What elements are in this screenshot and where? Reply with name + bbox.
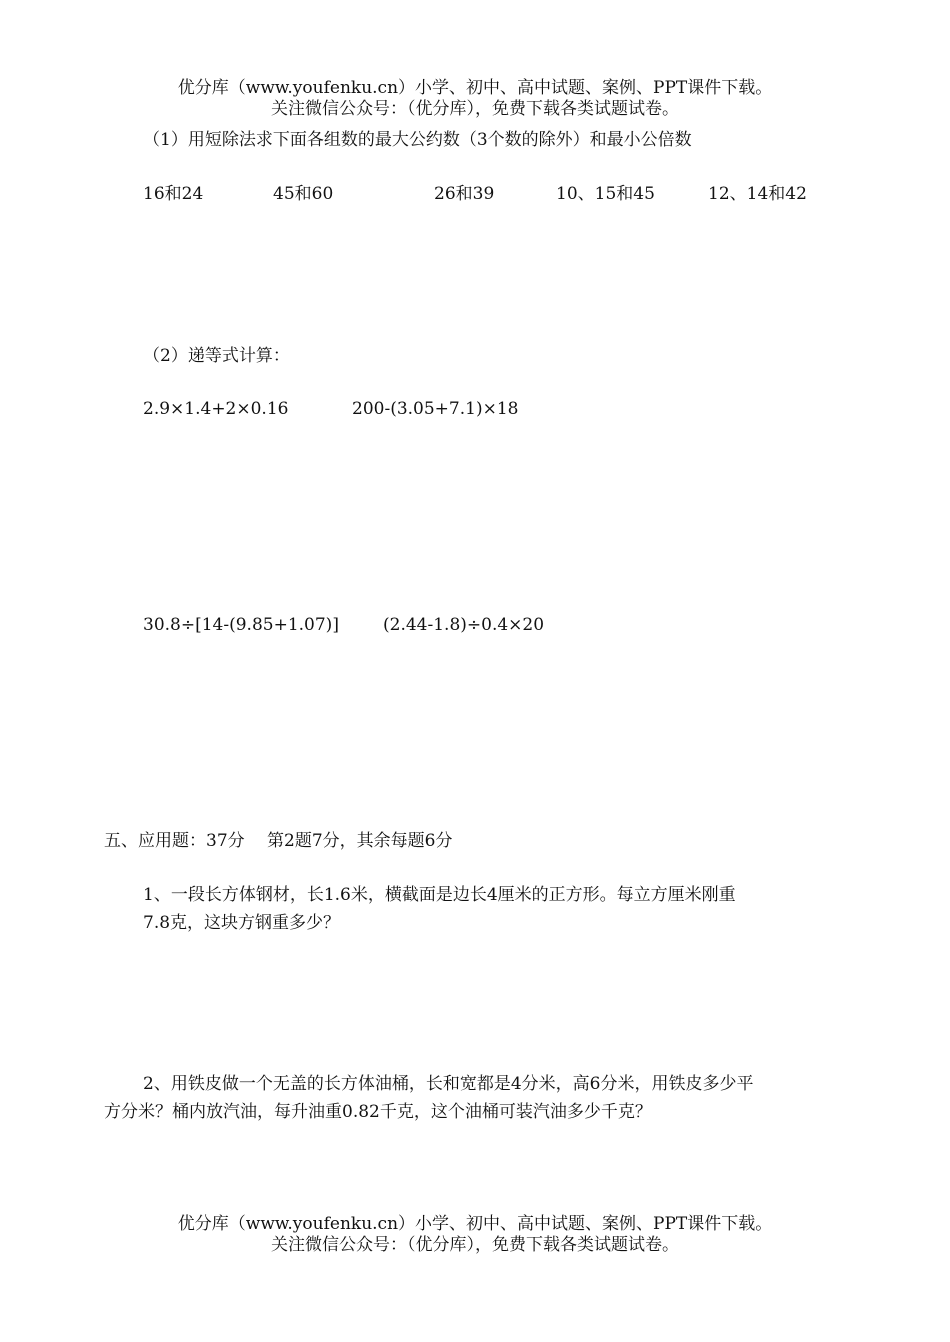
number-group-3: 26和39 xyxy=(434,184,495,204)
expression-2: 200-(3.05+7.1)×18 xyxy=(352,399,519,419)
question-2-line-1: 2、用铁皮做一个无盖的长方体油桶，长和宽都是4分米，高6分米，用铁皮多少平 xyxy=(143,1074,754,1094)
footer-line-1: 优分库（www.youfenku.cn）小学、初中、高中试题、案例、PPT课件下载。 xyxy=(177,1214,773,1234)
question-1-line-1: 1、一段长方体钢材，长1.6米，横截面是边长4厘米的正方形。每立方厘米刚重 xyxy=(143,885,736,905)
number-group-4: 10、15和45 xyxy=(556,184,655,204)
part-2-title: （2）递等式计算： xyxy=(143,346,290,366)
part-1-title: （1）用短除法求下面各组数的最大公约数（3个数的除外）和最小公倍数 xyxy=(143,130,692,150)
header-line-1: 优分库（www.youfenku.cn）小学、初中、高中试题、案例、PPT课件下载。 xyxy=(177,78,773,98)
section-5-title: 五、应用题：37分 第2题7分，其余每题6分 xyxy=(104,831,453,851)
expression-1: 2.9×1.4+2×0.16 xyxy=(143,399,289,419)
footer-line-2: 关注微信公众号：（优分库），免费下载各类试题试卷。 xyxy=(271,1235,679,1255)
header-line-2: 关注微信公众号：（优分库），免费下载各类试题试卷。 xyxy=(271,99,679,119)
number-group-1: 16和24 xyxy=(143,184,204,204)
question-1-line-2: 7.8克，这块方钢重多少？ xyxy=(143,913,341,933)
expression-4: (2.44-1.8)÷0.4×20 xyxy=(383,615,545,635)
number-group-2: 45和60 xyxy=(273,184,334,204)
question-2-line-2: 方分米？桶内放汽油，每升油重0.82千克，这个油桶可装汽油多少千克？ xyxy=(104,1102,652,1122)
number-group-5: 12、14和42 xyxy=(708,184,807,204)
expression-3: 30.8÷[14-(9.85+1.07)] xyxy=(143,615,339,635)
